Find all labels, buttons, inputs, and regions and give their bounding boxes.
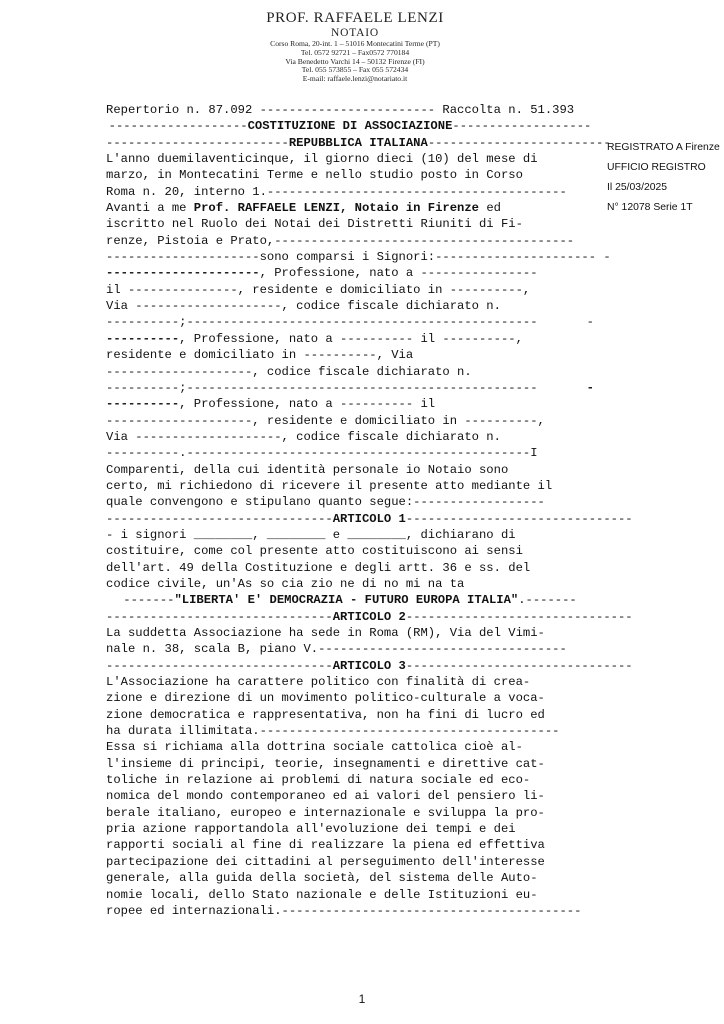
text-line: renze, Pistoia e Prato,----------------------------------------- <box>106 233 575 248</box>
text-line: Avanti a me <box>106 201 194 216</box>
text-line: residente e domiciliato in ----------, Via <box>106 348 414 363</box>
text-line: ------------------------------- <box>405 609 633 624</box>
text-line <box>106 265 594 281</box>
text-line <box>106 331 594 347</box>
letterhead-address-1: Corso Roma, 20-int. 1 – 51016 Montecatini Terme (PT) <box>270 39 440 48</box>
notary-title: NOTAIO <box>331 27 379 39</box>
text-line: costituire, come col presente atto costituiscono ai sensi <box>106 544 523 559</box>
text-line <box>106 314 594 330</box>
text-line: La suddetta Associazione ha sede in Roma (RM), Via del Vimi- <box>106 626 545 640</box>
text-line: , Professione, nato a ---------- il <box>179 397 436 412</box>
party-name: ---------- <box>106 397 180 412</box>
text-line: pria azione rapportandola all'evoluzione dei tempi e dei <box>106 822 516 837</box>
notary-reference: Prof. RAFFAELE LENZI, Notaio in Firenze <box>193 201 479 216</box>
text-line: marzo, in Montecatini Terme e nello studio posto in Corso <box>106 168 523 183</box>
text-line: ------------------------------- <box>405 511 633 526</box>
text-line: - i signori ________, ________ e ________, dichiarano di <box>106 527 516 542</box>
text-line: berale italiano, europeo e internazionale e sviluppa la pro- <box>106 805 545 820</box>
text-line: rapporti sociali al fine di realizzare la piena ed effettiva <box>106 838 545 853</box>
text-line: partecipazione dei cittadini al perseguimento dell'interesse <box>106 854 545 869</box>
registration-line: UFFICIO REGISTRO <box>607 162 706 173</box>
article-title: ARTICOLO 3 <box>332 658 406 673</box>
text-line: Roma n. 20, interno 1.----------------------------------------- <box>106 184 567 199</box>
text-line <box>106 200 594 216</box>
text-line: toliche in relazione ai problemi di natura sociale ed eco- <box>106 773 531 788</box>
text-line: codice civile, un'As so cia zio ne di no mi na ta <box>106 576 465 591</box>
text-line: ------------------------- <box>427 135 611 150</box>
text-line: ------------------------------- <box>106 511 333 526</box>
text-line: nomica del mondo contemporaneo ed ai valori del pensiero li- <box>106 789 545 804</box>
text-line: il ---------------, residente e domiciliato in ----------, <box>106 282 531 297</box>
text-line: ropee ed internazionali.----------------------------------------- <box>106 903 582 918</box>
text-line: , Professione, nato a ---------------- <box>259 266 538 281</box>
letterhead-phone-1: Tel. 0572 92721 – Fax0572 770184 <box>300 47 410 57</box>
text-line: Essa si richiama alla dottrina sociale cattolica cioè al- <box>106 740 523 755</box>
text-line: dell'art. 49 della Costituzione e degli artt. 36 e ss. del <box>106 560 531 575</box>
text-line: ------- <box>123 593 175 608</box>
text-line: ------------------- <box>452 119 592 134</box>
text-line: ------------------- <box>108 119 248 134</box>
text-line: Via --------------------, codice fiscale dichiarato n. <box>106 299 501 314</box>
article-heading <box>106 658 633 674</box>
article-heading <box>106 609 633 625</box>
republic-heading <box>106 135 611 151</box>
text-line: ------------------------------- <box>106 658 333 673</box>
text-line: zione democratica e rappresentativa, non ha fini di lucro ed <box>106 707 545 722</box>
registration-note <box>607 138 724 218</box>
text-line: ------------------------------- <box>106 609 333 624</box>
article-title: ARTICOLO 1 <box>332 511 406 526</box>
text-line: ha durata illimitata.----------------------------------------- <box>106 724 560 739</box>
article-heading <box>106 511 633 527</box>
text-line: - <box>586 315 594 330</box>
registration-line: N° 12078 Serie 1T <box>607 202 693 213</box>
republic-title: REPUBBLICA ITALIANA <box>288 135 428 150</box>
text-line: certo, mi richiedono di ricevere il presente atto mediante il <box>106 478 553 493</box>
deed-title: COSTITUZIONE DI ASSOCIAZIONE <box>247 119 453 134</box>
text-line: ----------;------------------------------------------------ <box>106 380 538 395</box>
text-line: L'Associazione ha carattere politico con finalità di crea- <box>106 675 531 690</box>
deed-body <box>106 102 633 919</box>
text-line: ----------.-----------------------------------------------I <box>106 446 538 461</box>
letterhead <box>200 10 510 84</box>
text-line: l'insieme di principi, teorie, insegnamenti e direttive cat- <box>106 756 545 771</box>
text-line: Comparenti, della cui identità personale io Notaio sono <box>106 462 509 477</box>
text-line: L'anno duemilaventicinque, il giorno dieci (10) del mese di <box>106 152 538 167</box>
deed-heading <box>106 118 594 134</box>
repertorio-line: Repertorio n. 87.092 ------------------------ Raccolta n. 51.393 <box>106 103 575 117</box>
notary-name: PROF. RAFFAELE LENZI <box>266 10 444 26</box>
text-line: quale convengono e stipulano quanto segue:------------------ <box>106 495 545 510</box>
text-line: ------------------------------- <box>405 658 633 673</box>
letterhead-address-2: Via Benedetto Varchi 14 – 50132 Firenze (FI) <box>285 56 425 66</box>
association-name-line <box>106 592 594 608</box>
text-line: , Professione, nato a ---------- il ----------, <box>179 331 523 346</box>
page-number: 1 <box>358 992 366 1006</box>
registration-line: REGISTRATO A Firenze <box>607 142 720 153</box>
text-line: generale, alla guida della società, del sistema delle Auto- <box>106 871 538 886</box>
text-line: ----------;------------------------------------------------ <box>106 315 538 330</box>
party-name: --------------------- <box>106 266 260 281</box>
text-line: - <box>586 380 594 395</box>
text-line <box>106 380 594 396</box>
text-line: iscritto nel Ruolo dei Notai dei Distretti Riuniti di Fi- <box>106 217 523 232</box>
text-line: nale n. 38, scala B, piano V.---------------------------------- <box>106 642 567 657</box>
text-line: --------------------, codice fiscale dichiarato n. <box>106 364 472 379</box>
text-line <box>106 396 594 412</box>
text-line: ------------------------- <box>106 135 289 150</box>
article-title: ARTICOLO 2 <box>332 609 406 624</box>
text-line: ---------------------sono comparsi i Signori:---------------------- - <box>106 250 611 265</box>
text-line: ed <box>479 201 501 216</box>
text-line: Via --------------------, codice fiscale dichiarato n. <box>106 429 501 444</box>
letterhead-phone-2: Tel. 055 573855 – Fax 055 572434 <box>301 65 409 75</box>
party-name: ---------- <box>106 331 180 346</box>
text-line: --------------------, residente e domiciliato in ----------, <box>106 413 545 428</box>
letterhead-email: E-mail: raffaele.lenzi@notariato.it <box>302 74 408 84</box>
text-line: nomie locali, dello Stato nazionale e delle Istituzioni eu- <box>106 887 538 902</box>
text-line: zione e direzione di un movimento politico-culturale a voca- <box>106 691 545 706</box>
registration-line: Il 25/03/2025 <box>607 182 668 193</box>
association-name: "LIBERTA' E' DEMOCRAZIA - FUTURO EUROPA ITALIA" <box>174 593 519 608</box>
text-line: .------- <box>518 593 577 608</box>
